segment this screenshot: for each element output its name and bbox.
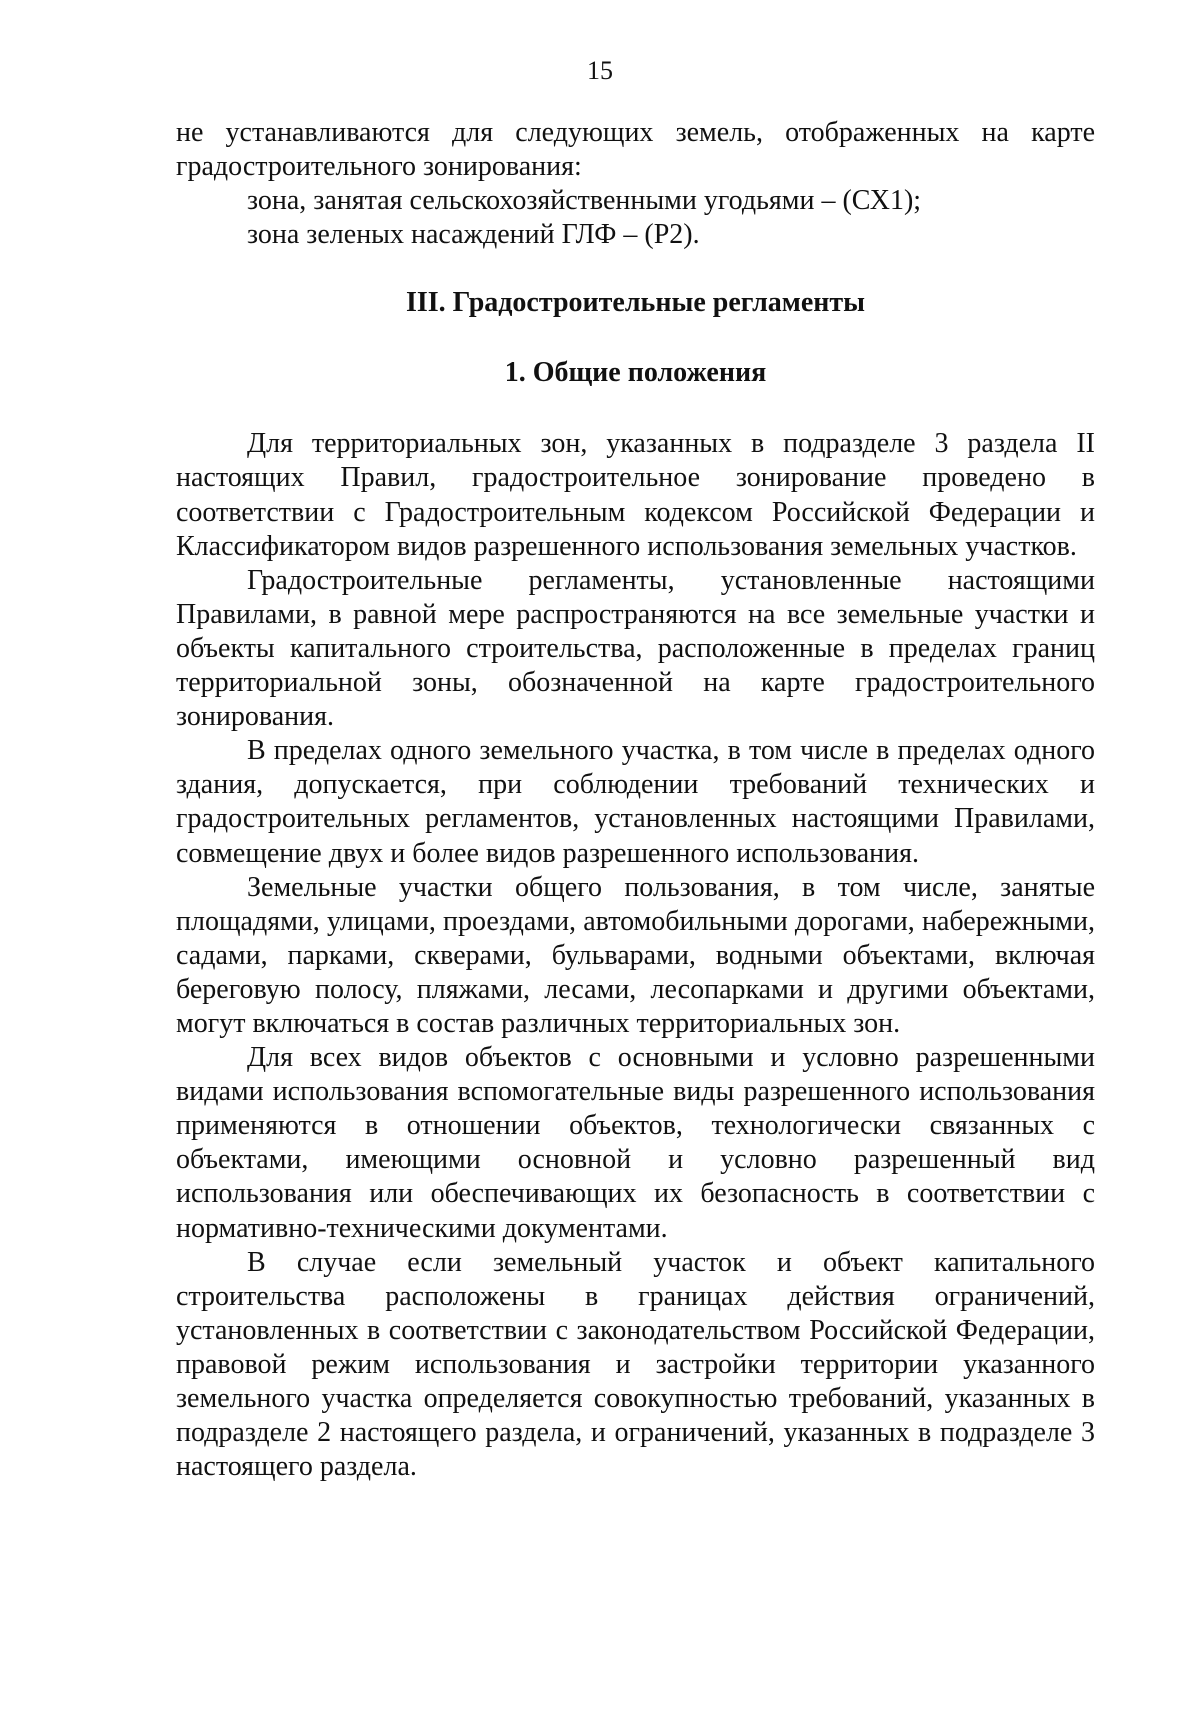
paragraph-5: Для всех видов объектов с основными и условно разрешенными видами использования вспомогательные виды разрешенного использования применяются в отношении объектов, технологически связанных с объектами, имеющими основной и условно разрешенный вид использования или обеспечивающих их безопасность в соответствии с нормативно-техническими документами. — [176, 1042, 1095, 1244]
intro-text: не устанавливаются для следующих земель, отображенных на карте градостроительного зонирования: — [176, 117, 1095, 183]
subsection-heading: 1. Общие положения — [504, 357, 767, 389]
paragraph-6: В случае если земельный участок и объект капитального строительства расположены в границах действия ограничений, установленных в соответствии с законодательством Российской Федерации, правовой режим использования и застройки территории указанного земельного участка определяется совокупностью требований, указанных в подразделе 2 настоящего раздела, и ограничений, указанных в подразделе 3 настоящего раздела. — [176, 1246, 1095, 1483]
zone-item-sx1: зона, занятая сельскохозяйственными угодьями – (СХ1); — [247, 185, 922, 217]
zone-item-r2: зона зеленых насаждений ГЛФ – (Р2). — [247, 219, 700, 251]
page-number: 15 — [587, 56, 613, 85]
paragraph-4: Земельные участки общего пользования, в том числе, занятые площадями, улицами, проездами, автомобильными дорогами, набережными, садами, парками, скверами, бульварами, водными объектами, включая береговую полосу, пляжами, лесами, лесопарками и другими объектами, могут включаться в состав различных территориальных зон. — [176, 871, 1095, 1039]
document-body — [176, 116, 1095, 1484]
section-heading: III. Градостроительные регламенты — [405, 287, 866, 319]
paragraph-1: Для территориальных зон, указанных в подразделе 3 раздела II настоящих Правил, градостроительное зонирование проведено в соответствии с Градостроительным кодексом Российской Федерации и Классификатором видов разрешенного использования земельных участков. — [176, 428, 1095, 562]
paragraph-2: Градостроительные регламенты, установленные настоящими Правилами, в равной мере распространяются на все земельные участки и объекты капитального строительства, расположенные в пределах границ территориальной зоны, обозначенной на карте градостроительного зонирования. — [176, 564, 1095, 733]
paragraph-3: В пределах одного земельного участка, в том числе в пределах одного здания, допускается, при соблюдении требований технических и градостроительных регламентов, установленных настоящими Правилами, совмещение двух и более видов разрешенного использования. — [176, 735, 1095, 869]
